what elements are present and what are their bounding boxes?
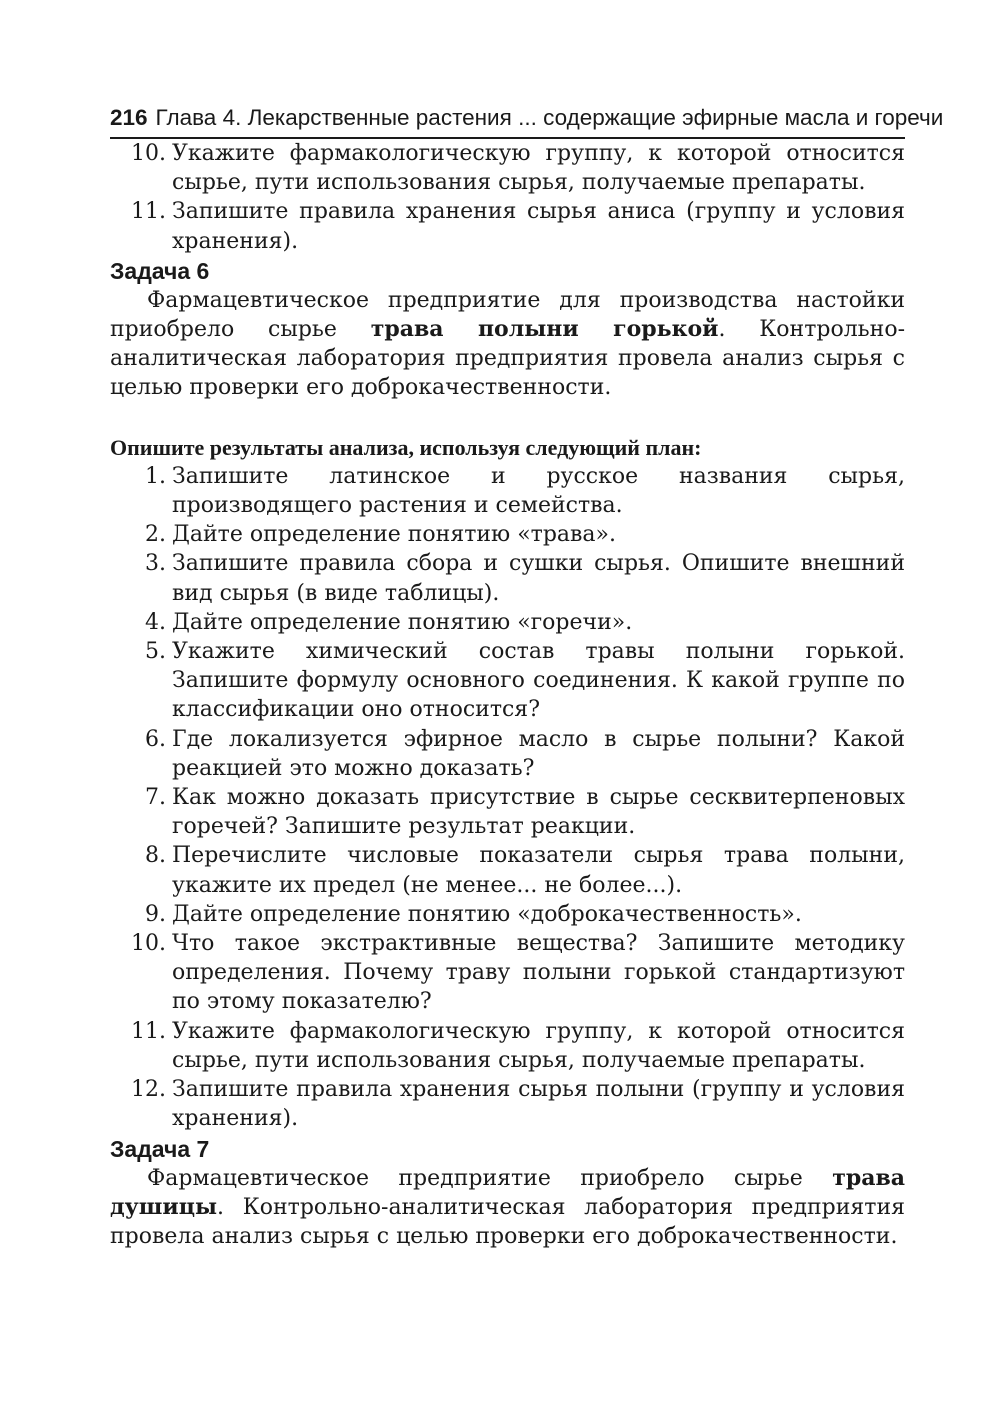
- chapter-title: Глава 4. Лекарственные растения ... содержащие эфирные масла и горечи: [155, 105, 944, 130]
- list-item-text: Дайте определение понятию «доброкачественность».: [172, 901, 802, 927]
- list-item-number: 5.: [145, 639, 166, 665]
- list-item-number: 12.: [131, 1077, 166, 1103]
- list-item-number: 2.: [145, 522, 166, 548]
- document-page: [110, 100, 944, 1251]
- list-item-number: 11.: [131, 199, 166, 225]
- task5-question-list-continued: [110, 139, 905, 256]
- task7-intro-before: Фармацевтическое предприятие приобрело сырье: [147, 1165, 833, 1191]
- list-item: [110, 900, 905, 929]
- list-item-text: Где локализуется эфирное масло в сырье полыни? Какой реакцией это можно доказать?: [172, 726, 905, 781]
- task7-raw-material-term: трава душицы: [110, 1164, 905, 1220]
- list-item-number: 6.: [145, 726, 166, 752]
- list-item-text: Запишите латинское и русское названия сырья, производящего растения и семейства.: [172, 463, 905, 519]
- list-item-text: Укажите фармакологическую группу, к которой относится сырье, пути использования сырья, получаемые препараты.: [172, 1018, 905, 1073]
- task6-raw-material-term: трава полыни горькой: [370, 316, 719, 343]
- list-item: [110, 462, 905, 520]
- list-item-number: 8.: [145, 843, 166, 869]
- list-item: [110, 1075, 905, 1133]
- list-item-text: Укажите фармакологическую группу, к которой относится сырье, пути использования сырья, получаемые препараты.: [172, 141, 905, 196]
- running-header: [110, 100, 944, 139]
- list-item: [110, 783, 905, 841]
- list-item-text: Дайте определение понятию «трава».: [172, 522, 616, 548]
- list-item: [110, 197, 905, 255]
- task6-intro: [110, 286, 905, 403]
- task7-heading: Задача 7: [110, 1135, 210, 1162]
- list-item-text: Перечислите числовые показатели сырья трава полыни, укажите их предел (не менее... не более...).: [172, 843, 905, 898]
- list-item: [110, 520, 905, 549]
- list-item: [110, 725, 905, 783]
- task7-intro-after: . Контрольно-аналитическая лаборатория предприятия провела анализ сырья с целью проверки его доброкачественности.: [110, 1194, 905, 1249]
- task6-plan-list: [110, 462, 905, 1134]
- list-item-number: 9.: [145, 901, 166, 927]
- list-item-number: 10.: [131, 141, 166, 166]
- task6-plan-heading: Опишите результаты анализа, используя следующий план:: [110, 434, 702, 460]
- task6-intro-before: Фармацевтическое предприятие для производства настойки приобрело сырье: [110, 287, 905, 343]
- list-item-text: Что такое экстрактивные вещества? Запишите методику определения. Почему траву полыни горькой стандартизуют по этому показателю?: [172, 931, 905, 1015]
- task7-intro: [110, 1164, 905, 1252]
- list-item-number: 1.: [145, 463, 166, 489]
- page-number: 216: [110, 105, 148, 130]
- list-item-text: Запишите правила хранения сырья аниса (группу и условия хранения).: [172, 199, 905, 254]
- list-item-text: Запишите правила хранения сырья полыни (группу и условия хранения).: [172, 1077, 905, 1132]
- task6-intro-after: . Контрольно-аналитическая лаборатория предприятия провела анализ сырья с целью проверки его доброкачественности.: [110, 317, 905, 401]
- list-item: [110, 139, 905, 197]
- list-item: [110, 1017, 905, 1075]
- list-item: [110, 549, 905, 607]
- list-item-number: 10.: [131, 931, 166, 957]
- list-item-number: 4.: [145, 609, 166, 635]
- list-item: [110, 929, 905, 1017]
- list-item-number: 3.: [145, 551, 166, 577]
- list-item-text: Как можно доказать присутствие в сырье сесквитерпеновых горечей? Запишите результат реакции.: [172, 785, 905, 840]
- list-item: [110, 637, 905, 725]
- page-body: [110, 139, 905, 1251]
- list-item-text: Укажите химический состав травы полыни горькой. Запишите формулу основного соединения. К какой группе по классификации оно относится?: [172, 639, 905, 723]
- list-item-text: Запишите правила сбора и сушки сырья. Опишите внешний вид сырья (в виде таблицы).: [172, 551, 905, 606]
- list-item-text: Дайте определение понятию «горечи».: [172, 609, 633, 635]
- list-item: [110, 841, 905, 899]
- list-item-number: 11.: [131, 1018, 166, 1044]
- task6-heading: Задача 6: [110, 257, 210, 284]
- list-item-number: 7.: [145, 785, 166, 811]
- list-item: [110, 608, 905, 637]
